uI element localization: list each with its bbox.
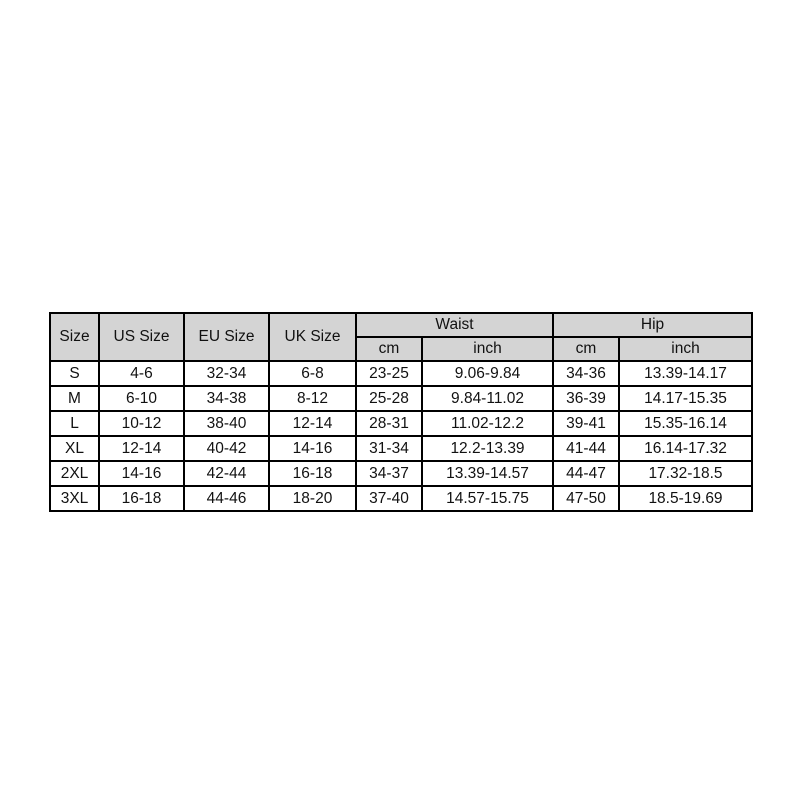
cell-eu-size: 34-38 xyxy=(184,386,269,411)
size-chart-table xyxy=(49,312,753,512)
cell-size: 2XL xyxy=(50,461,99,486)
cell-hip-cm: 47-50 xyxy=(553,486,619,511)
table-header xyxy=(50,313,752,361)
cell-waist-inch: 14.57-15.75 xyxy=(422,486,553,511)
cell-waist-cm: 31-34 xyxy=(356,436,422,461)
cell-hip-cm: 44-47 xyxy=(553,461,619,486)
header-hip-inch: inch xyxy=(619,337,752,361)
cell-waist-cm: 25-28 xyxy=(356,386,422,411)
header-size: Size xyxy=(50,313,99,361)
cell-hip-inch: 17.32-18.5 xyxy=(619,461,752,486)
cell-waist-inch: 12.2-13.39 xyxy=(422,436,553,461)
cell-us-size: 14-16 xyxy=(99,461,184,486)
cell-hip-cm: 36-39 xyxy=(553,386,619,411)
table-row xyxy=(50,361,752,386)
table-row xyxy=(50,386,752,411)
cell-size: M xyxy=(50,386,99,411)
table-body xyxy=(50,361,752,511)
cell-size: S xyxy=(50,361,99,386)
table-row xyxy=(50,461,752,486)
cell-hip-inch: 15.35-16.14 xyxy=(619,411,752,436)
header-uk-size: UK Size xyxy=(269,313,356,361)
cell-waist-inch: 11.02-12.2 xyxy=(422,411,553,436)
cell-hip-cm: 34-36 xyxy=(553,361,619,386)
cell-us-size: 10-12 xyxy=(99,411,184,436)
cell-hip-inch: 13.39-14.17 xyxy=(619,361,752,386)
cell-uk-size: 14-16 xyxy=(269,436,356,461)
cell-eu-size: 42-44 xyxy=(184,461,269,486)
cell-us-size: 4-6 xyxy=(99,361,184,386)
cell-waist-inch: 9.06-9.84 xyxy=(422,361,553,386)
table-row xyxy=(50,436,752,461)
cell-hip-cm: 39-41 xyxy=(553,411,619,436)
cell-waist-cm: 28-31 xyxy=(356,411,422,436)
cell-hip-cm: 41-44 xyxy=(553,436,619,461)
cell-eu-size: 38-40 xyxy=(184,411,269,436)
cell-size: L xyxy=(50,411,99,436)
cell-hip-inch: 16.14-17.32 xyxy=(619,436,752,461)
cell-size: XL xyxy=(50,436,99,461)
cell-eu-size: 44-46 xyxy=(184,486,269,511)
cell-us-size: 6-10 xyxy=(99,386,184,411)
cell-eu-size: 32-34 xyxy=(184,361,269,386)
cell-hip-inch: 18.5-19.69 xyxy=(619,486,752,511)
cell-waist-inch: 9.84-11.02 xyxy=(422,386,553,411)
header-eu-size: EU Size xyxy=(184,313,269,361)
header-waist-cm: cm xyxy=(356,337,422,361)
cell-us-size: 16-18 xyxy=(99,486,184,511)
cell-uk-size: 12-14 xyxy=(269,411,356,436)
cell-size: 3XL xyxy=(50,486,99,511)
cell-hip-inch: 14.17-15.35 xyxy=(619,386,752,411)
cell-uk-size: 18-20 xyxy=(269,486,356,511)
header-hip: Hip xyxy=(553,313,752,337)
cell-waist-cm: 23-25 xyxy=(356,361,422,386)
header-waist: Waist xyxy=(356,313,553,337)
table-row xyxy=(50,486,752,511)
header-waist-inch: inch xyxy=(422,337,553,361)
cell-us-size: 12-14 xyxy=(99,436,184,461)
cell-waist-cm: 37-40 xyxy=(356,486,422,511)
cell-uk-size: 6-8 xyxy=(269,361,356,386)
cell-eu-size: 40-42 xyxy=(184,436,269,461)
cell-waist-inch: 13.39-14.57 xyxy=(422,461,553,486)
cell-waist-cm: 34-37 xyxy=(356,461,422,486)
header-hip-cm: cm xyxy=(553,337,619,361)
table-row xyxy=(50,411,752,436)
header-row-top xyxy=(50,313,752,337)
header-us-size: US Size xyxy=(99,313,184,361)
cell-uk-size: 8-12 xyxy=(269,386,356,411)
cell-uk-size: 16-18 xyxy=(269,461,356,486)
